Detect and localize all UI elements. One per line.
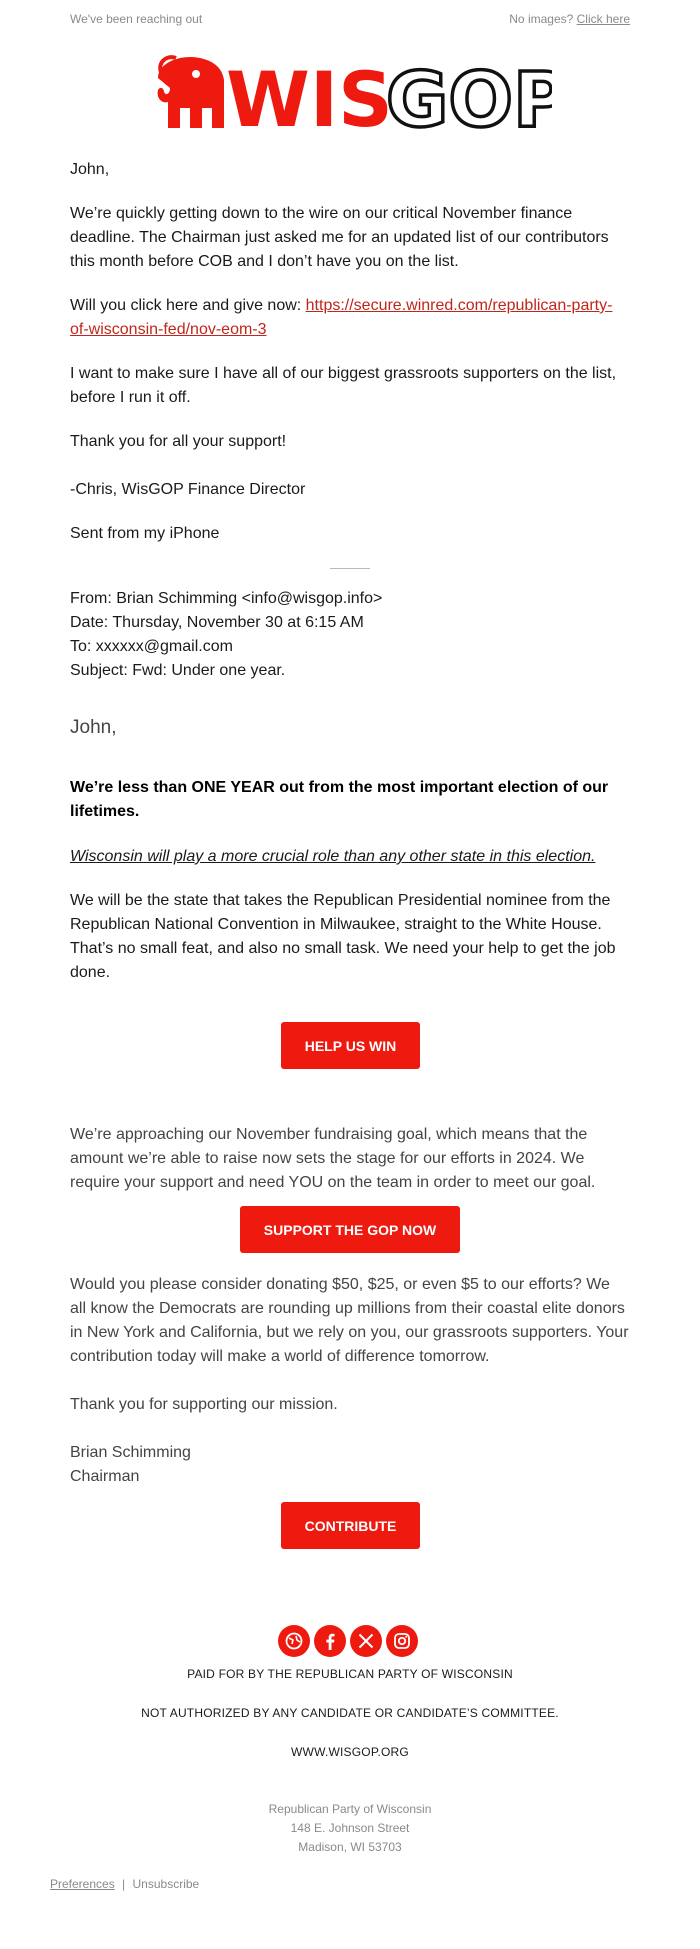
website-icon[interactable]: [278, 1625, 310, 1657]
forward-date: Date: Thursday, November 30 at 6:15 AM: [70, 614, 364, 631]
forwarded-sig-name: Brian Schimming: [70, 1444, 191, 1461]
letter-paragraph-1: We’re quickly getting down to the wire on our critical November finance deadline. The Chairman just asked me for an updated list of our contributors this month before COB and I don’t have you on the list.: [70, 205, 609, 270]
forward-to: To: xxxxxx@gmail.com: [70, 638, 233, 655]
letter-paragraph-3: I want to make sure I have all of our biggest grassroots supporters on the list, before I run it off.: [70, 365, 617, 406]
forwarded-italic-line: Wisconsin will play a more crucial role than any other state in this election.: [70, 848, 596, 865]
wisgop-logo[interactable]: [152, 52, 552, 132]
letter-paragraph-4: Thank you for all your support!: [70, 433, 287, 450]
forwarded-headline: We’re less than ONE YEAR out from the most important election of our lifetimes.: [70, 779, 609, 820]
letter-paragraph-2: Will you click here and give now: https://secure.winred.com/republican-party-of-wisconsin-fed/nov-eom-3: [70, 297, 613, 338]
preferences-link[interactable]: Preferences: [50, 1877, 115, 1891]
paid-for-notice: PAID FOR BY THE REPUBLICAN PARTY OF WISCONSIN: [187, 1667, 513, 1681]
forward-from: From: Brian Schimming <info@wisgop.info>: [70, 590, 383, 607]
help-us-win-button[interactable]: HELP US WIN: [281, 1022, 420, 1069]
preheader-text: We've been reaching out: [70, 12, 203, 26]
svg-text:GOP: GOP: [386, 55, 552, 132]
forwarded-paragraph-4: Thank you for supporting our mission.: [70, 1396, 338, 1413]
letter-signature: -Chris, WisGOP Finance Director: [70, 481, 306, 498]
sent-from-line: Sent from my iPhone: [70, 525, 220, 542]
contribute-button[interactable]: CONTRIBUTE: [281, 1502, 420, 1549]
elephant-icon: [152, 52, 552, 132]
support-gop-button[interactable]: SUPPORT THE GOP NOW: [240, 1206, 460, 1253]
address-line-3: Madison, WI 53703: [298, 1840, 402, 1854]
forwarded-sig-title: Chairman: [70, 1468, 140, 1485]
not-authorized-notice: NOT AUTHORIZED BY ANY CANDIDATE OR CANDIDATE’S COMMITTEE.: [141, 1706, 559, 1720]
address-line-1: Republican Party of Wisconsin: [268, 1802, 432, 1816]
link-separator: |: [122, 1877, 126, 1891]
website-link[interactable]: WWW.WISGOP.ORG: [291, 1745, 409, 1759]
x-icon[interactable]: [350, 1625, 382, 1657]
click-here-link[interactable]: Click here: [576, 12, 630, 26]
no-images-notice: No images? Click here: [509, 12, 630, 26]
svg-text:WIS: WIS: [226, 55, 393, 132]
donation-link[interactable]: https://secure.winred.com/republican-party-of-wisconsin-fed/nov-eom-3: [70, 297, 613, 338]
letter-greeting: John,: [70, 161, 110, 178]
forwarded-paragraph-3: Would you please consider donating $50, $25, or even $5 to our efforts? We all know the Democrats are rounding up millions from their coastal elite donors in New York and California, but we rely on you, our grassroots supporters. Your contribution today will make a world of difference tomorrow.: [70, 1276, 629, 1365]
footer-links: [50, 1877, 199, 1891]
address-line-2: 148 E. Johnson Street: [290, 1821, 410, 1835]
forwarded-paragraph-1: We will be the state that takes the Republican Presidential nominee from the Republican National Convention in Milwaukee, straight to the White House. That’s no small feat, and also no small task. We need your help to get the job done.: [70, 892, 616, 981]
instagram-icon[interactable]: [386, 1625, 418, 1657]
facebook-icon[interactable]: [314, 1625, 346, 1657]
forwarded-paragraph-2: We’re approaching our November fundraising goal, which means that the amount we’re able to raise now sets the stage for our efforts in 2024. We require your support and need YOU on the team in order to meet our goal.: [70, 1126, 596, 1191]
forwarded-greeting: John,: [70, 717, 117, 738]
divider: [330, 568, 370, 569]
forward-subject: Subject: Fwd: Under one year.: [70, 662, 286, 679]
unsubscribe-link[interactable]: Unsubscribe: [132, 1877, 200, 1891]
